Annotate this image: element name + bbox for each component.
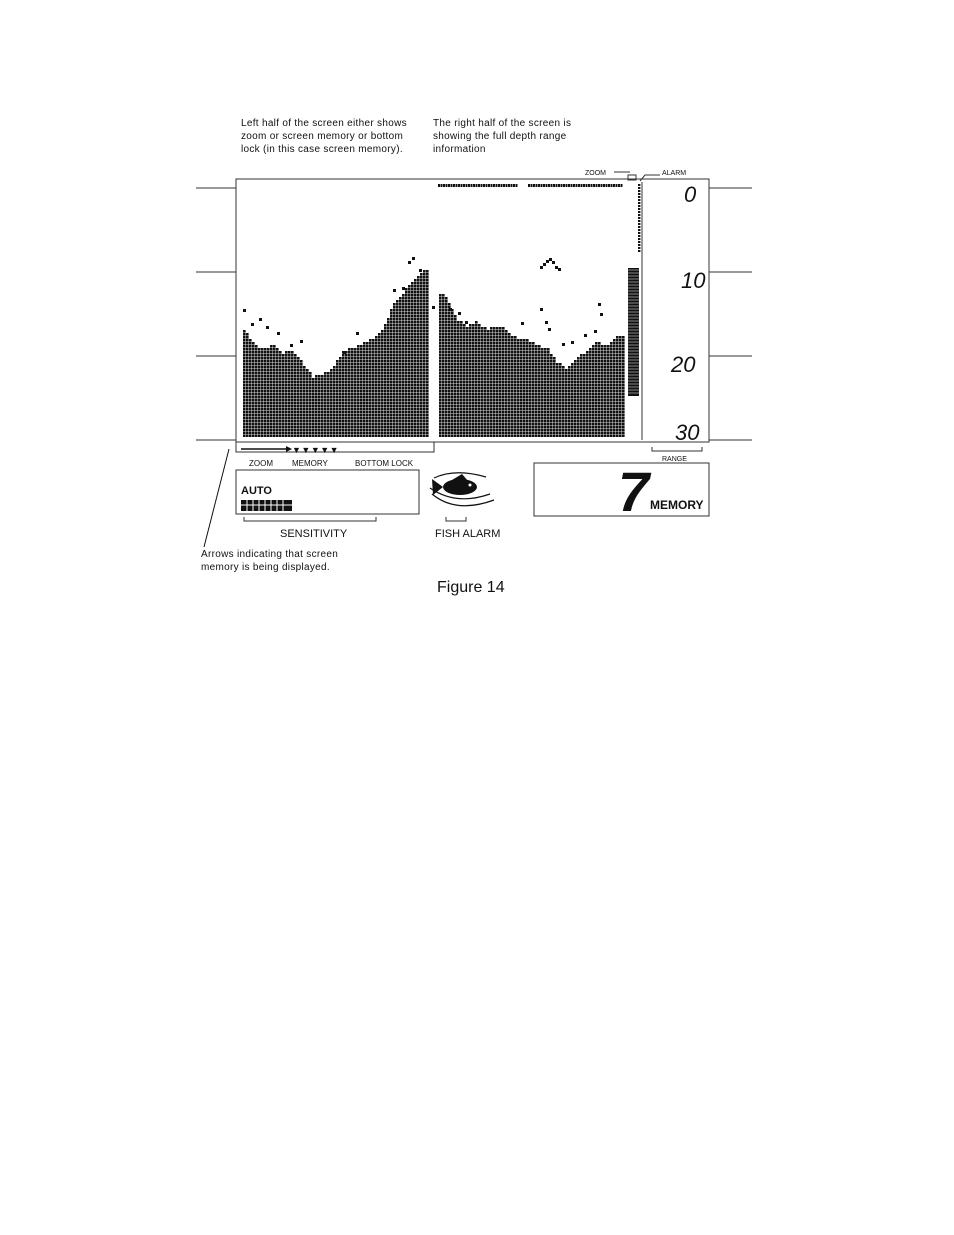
right-echo-column	[484, 327, 487, 437]
left-echo-column	[288, 351, 291, 437]
left-echo-column	[246, 333, 249, 437]
left-echo-column	[345, 351, 348, 437]
left-echo-column	[321, 375, 324, 437]
right-echo-column	[448, 303, 451, 437]
memory-mode-label: MEMORY	[292, 459, 328, 468]
right-half-annotation: The right half of the screen is showing the full depth range information	[433, 118, 572, 155]
left-echo-column	[342, 351, 345, 437]
right-echo-column	[565, 369, 568, 437]
right-echo-column	[556, 363, 559, 437]
alarm-line-pixel	[638, 229, 640, 231]
surface-line-pixel	[533, 184, 535, 187]
surface-line-pixel	[511, 184, 513, 187]
alarm-line-pixel	[638, 190, 640, 192]
alarm-line-pixel	[638, 232, 640, 234]
surface-line-pixel	[491, 184, 493, 187]
left-echo-column	[279, 351, 282, 437]
echo-target-pixel	[412, 257, 415, 260]
fish-alarm-label: FISH ALARM	[435, 528, 501, 540]
surface-line-pixel	[473, 184, 475, 187]
alarm-line-pixel	[638, 211, 640, 213]
alarm-line-pixel	[638, 247, 640, 249]
surface-line-pixel	[568, 184, 570, 187]
surface-line-pixel	[496, 184, 498, 187]
left-echo-column	[399, 297, 402, 437]
left-echo-column	[360, 345, 363, 437]
alarm-line-pixel	[638, 187, 640, 189]
sensitivity-label: SENSITIVITY	[280, 528, 348, 540]
surface-line-pixel	[618, 184, 620, 187]
left-echo-column	[393, 303, 396, 437]
surface-line-pixel	[446, 184, 448, 187]
sonar-echo-pixels	[242, 184, 640, 438]
right-echo-column	[601, 345, 604, 437]
left-echo-column	[291, 351, 294, 437]
right-echo-column	[592, 345, 595, 437]
left-echo-column	[408, 285, 411, 437]
alarm-line-pixel	[638, 208, 640, 210]
surface-line-pixel	[561, 184, 563, 187]
surface-line-pixel	[451, 184, 453, 187]
echo-target-pixel	[259, 318, 262, 321]
right-echo-column	[508, 333, 511, 437]
echo-target-pixel	[540, 308, 543, 311]
surface-line-pixel	[456, 184, 458, 187]
right-echo-column	[571, 363, 574, 437]
left-echo-column	[297, 357, 300, 437]
alarm-line-pixel	[638, 250, 640, 252]
right-echo-column	[493, 327, 496, 437]
right-echo-column	[502, 327, 505, 437]
surface-line-pixel	[556, 184, 558, 187]
echo-target-pixel	[432, 306, 435, 309]
alarm-line-pixel	[638, 235, 640, 237]
alarm-line-pixel	[638, 196, 640, 198]
echo-target-pixel	[521, 322, 524, 325]
surface-line-pixel	[588, 184, 590, 187]
echo-target-pixel	[571, 341, 574, 344]
alarm-line-pixel	[638, 202, 640, 204]
fish-alarm-icon	[430, 473, 494, 506]
echo-target-pixel	[277, 332, 280, 335]
right-echo-column	[553, 357, 556, 437]
surface-line-pixel	[546, 184, 548, 187]
surface-line-pixel	[591, 184, 593, 187]
right-echo-column	[586, 351, 589, 437]
surface-line-pixel	[573, 184, 575, 187]
echo-target-pixel	[402, 287, 405, 290]
surface-line-pixel	[603, 184, 605, 187]
surface-line-pixel	[578, 184, 580, 187]
left-echo-column	[420, 273, 423, 437]
echo-target-pixel	[552, 261, 555, 264]
surface-line-pixel	[531, 184, 533, 187]
alarm-line-pixel	[638, 238, 640, 240]
surface-line-pixel	[586, 184, 588, 187]
left-echo-column	[315, 375, 318, 437]
surface-line-pixel	[483, 184, 485, 187]
zoom-top-label: ZOOM	[585, 170, 606, 177]
left-echo-column	[339, 357, 342, 437]
surface-line-pixel	[508, 184, 510, 187]
left-echo-column	[273, 345, 276, 437]
echo-target-pixel	[562, 343, 565, 346]
echo-target-pixel	[243, 309, 246, 312]
memory-label: MEMORY	[650, 498, 704, 512]
surface-line-pixel	[443, 184, 445, 187]
surface-line-pixel	[598, 184, 600, 187]
echo-target-pixel	[251, 323, 254, 326]
figure-title: Figure 14	[437, 579, 505, 596]
surface-line-pixel	[558, 184, 560, 187]
echo-target-pixel	[419, 269, 422, 272]
alarm-line-pixel	[638, 226, 640, 228]
right-echo-column	[607, 345, 610, 437]
surface-line-pixel	[498, 184, 500, 187]
left-echo-column	[285, 351, 288, 437]
surface-line-pixel	[538, 184, 540, 187]
right-echo-column	[496, 327, 499, 437]
surface-line-pixel	[481, 184, 483, 187]
surface-line-pixel	[448, 184, 450, 187]
surface-line-pixel	[476, 184, 478, 187]
left-echo-column	[378, 333, 381, 437]
surface-line-pixel	[493, 184, 495, 187]
surface-line-pixel	[616, 184, 618, 187]
right-echo-column	[481, 327, 484, 437]
echo-target-pixel	[600, 313, 603, 316]
annotation-pointer	[204, 449, 229, 547]
surface-line-pixel	[488, 184, 490, 187]
left-echo-column	[357, 345, 360, 437]
left-echo-column	[318, 375, 321, 437]
echo-target-pixel	[449, 308, 452, 311]
surface-line-pixel	[593, 184, 595, 187]
depth-scale-0: 0	[684, 182, 697, 207]
alarm-line-pixel	[638, 199, 640, 201]
arrows-annotation: Arrows indicating that screen memory is being displayed.	[201, 549, 339, 573]
echo-target-pixel	[548, 328, 551, 331]
right-echo-column	[538, 345, 541, 437]
range-label: RANGE	[662, 456, 687, 463]
alarm-line-pixel	[638, 217, 640, 219]
surface-line-pixel	[551, 184, 553, 187]
right-echo-column	[604, 345, 607, 437]
zoom-window-bar	[628, 268, 639, 396]
surface-line-pixel	[541, 184, 543, 187]
alarm-line-pixel	[638, 214, 640, 216]
zoom-mode-label: ZOOM	[249, 459, 273, 468]
echo-target-pixel	[290, 344, 293, 347]
left-echo-column	[330, 369, 333, 437]
surface-line-pixel	[613, 184, 615, 187]
echo-target-pixel	[584, 334, 587, 337]
surface-line-pixel	[548, 184, 550, 187]
echo-target-pixel	[545, 321, 548, 324]
surface-line-pixel	[608, 184, 610, 187]
surface-line-pixel	[543, 184, 545, 187]
surface-line-pixel	[453, 184, 455, 187]
echo-target-pixel	[555, 266, 558, 269]
right-echo-column	[499, 327, 502, 437]
left-echo-column	[390, 309, 393, 437]
surface-line-pixel	[516, 184, 518, 187]
surface-line-pixel	[471, 184, 473, 187]
surface-line-pixel	[601, 184, 603, 187]
surface-line-pixel	[468, 184, 470, 187]
right-echo-column	[454, 315, 457, 437]
echo-target-pixel	[343, 351, 346, 354]
surface-line-pixel	[576, 184, 578, 187]
surface-line-pixel	[458, 184, 460, 187]
sensitivity-mode: AUTO	[241, 485, 272, 497]
echo-target-pixel	[408, 261, 411, 264]
echo-target-pixel	[465, 321, 468, 324]
alarm-line-pixel	[638, 184, 640, 186]
surface-line-pixel	[621, 184, 623, 187]
alarm-top-label: ALARM	[662, 170, 687, 177]
echo-target-pixel	[393, 289, 396, 292]
right-echo-column	[445, 297, 448, 437]
surface-line-pixel	[566, 184, 568, 187]
surface-line-pixel	[503, 184, 505, 187]
depth-scale-20: 20	[671, 352, 696, 377]
bottom-lock-mode-label: BOTTOM LOCK	[355, 459, 414, 468]
left-echo-column	[306, 369, 309, 437]
surface-line-pixel	[441, 184, 443, 187]
echo-target-pixel	[598, 303, 601, 306]
left-echo-column	[255, 345, 258, 437]
right-echo-column	[451, 309, 454, 437]
right-echo-column	[535, 345, 538, 437]
left-echo-column	[270, 345, 273, 437]
surface-line-pixel	[563, 184, 565, 187]
surface-line-pixel	[581, 184, 583, 187]
echo-target-pixel	[540, 266, 543, 269]
surface-line-pixel	[528, 184, 530, 187]
right-echo-column	[559, 363, 562, 437]
echo-target-pixel	[558, 268, 561, 271]
surface-line-pixel	[553, 184, 555, 187]
alarm-line-pixel	[638, 220, 640, 222]
echo-target-pixel	[546, 260, 549, 263]
surface-line-pixel	[466, 184, 468, 187]
alarm-line-pixel	[638, 241, 640, 243]
surface-line-pixel	[506, 184, 508, 187]
echo-target-pixel	[458, 312, 461, 315]
surface-line-pixel	[438, 184, 440, 187]
left-half-annotation: Left half of the screen either shows zoom or screen memory or bottom lock (in this case screen memory).	[241, 118, 407, 155]
right-echo-column	[577, 357, 580, 437]
echo-target-pixel	[543, 263, 546, 266]
surface-line-pixel	[536, 184, 538, 187]
alarm-line-pixel	[638, 205, 640, 207]
echo-target-pixel	[549, 258, 552, 261]
alarm-line-pixel	[638, 223, 640, 225]
memory-digit: 7	[618, 460, 650, 523]
depth-scale-10: 10	[681, 268, 706, 293]
memory-indicator-arrows: ▼▼▼▼▼	[292, 445, 340, 455]
surface-line-pixel	[596, 184, 598, 187]
alarm-line-pixel	[638, 244, 640, 246]
surface-line-pixel	[606, 184, 608, 187]
echo-target-pixel	[356, 332, 359, 335]
echo-target-pixel	[300, 340, 303, 343]
echo-target-pixel	[266, 326, 269, 329]
echo-target-pixel	[594, 330, 597, 333]
surface-line-pixel	[486, 184, 488, 187]
surface-line-pixel	[501, 184, 503, 187]
surface-line-pixel	[571, 184, 573, 187]
surface-line-pixel	[583, 184, 585, 187]
right-echo-column	[466, 327, 469, 437]
surface-line-pixel	[478, 184, 480, 187]
depth-scale-30: 30	[675, 420, 700, 445]
surface-line-pixel	[463, 184, 465, 187]
surface-line-pixel	[513, 184, 515, 187]
right-echo-column	[490, 327, 493, 437]
surface-line-pixel	[611, 184, 613, 187]
surface-line-pixel	[461, 184, 463, 187]
alarm-line-pixel	[638, 193, 640, 195]
